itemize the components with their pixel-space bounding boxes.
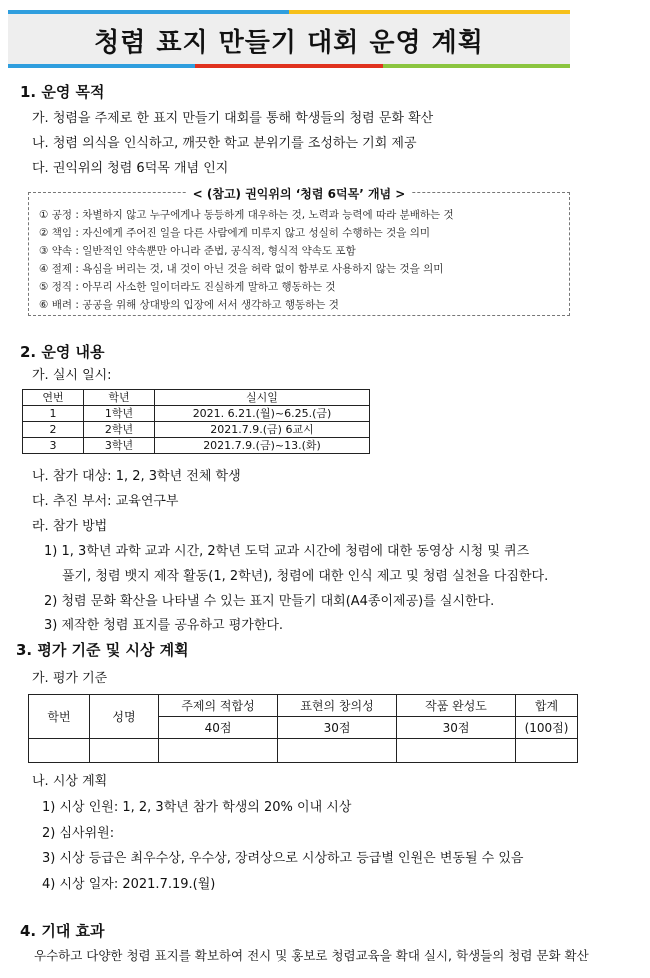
- section2-heading: 2. 운영 내용: [20, 343, 105, 361]
- purpose-item: 가. 청렴을 주제로 한 표지 만들기 대회를 통해 학생들의 청렴 문화 확산: [32, 111, 434, 126]
- table-cell: 3: [23, 438, 84, 454]
- expected-effect-text: 우수하고 다양한 청렴 표지를 확보하여 전시 및 홍보로 청렴교육을 확대 실시, 학생들의 청렴 문화 확산: [34, 948, 589, 963]
- method-item: 1) 1, 3학년 과학 교과 시간, 2학년 도덕 교과 시간에 청렴에 대한 동영상 시청 및 퀴즈: [44, 544, 530, 559]
- table-cell: 2021.7.9.(금)~13.(화): [155, 438, 370, 454]
- table-header-cell: 작품 완성도: [397, 695, 516, 717]
- section4-heading: 4. 기대 효과: [20, 922, 105, 940]
- table-row: [23, 438, 370, 454]
- page-title: 청렴 표지 만들기 대회 운영 계획: [94, 28, 484, 58]
- table-header-row: [23, 390, 370, 406]
- criteria-label: 가. 평가 기준: [32, 671, 108, 686]
- table-header-cell: 합계: [516, 695, 578, 717]
- table-cell: 1학년: [84, 406, 155, 422]
- dept-text: 다. 추진 부서: 교육연구부: [32, 494, 179, 509]
- table-cell: 1: [23, 406, 84, 422]
- virtue-line: ② 책임 : 자신에게 주어진 일을 다른 사람에게 미루지 않고 성실히 수행하는 것을 의미: [39, 227, 431, 239]
- method-item: 2) 청렴 문화 확산을 나타낼 수 있는 표지 만들기 대회(A4종이제공)를 실시한다.: [44, 594, 495, 609]
- table-header-row: [29, 695, 578, 717]
- title-top-stripe: [8, 10, 570, 14]
- virtue-line: ③ 약속 : 일반적인 약속뿐만 아니라 준법, 공식적, 형식적 약속도 포함: [39, 245, 356, 257]
- table-header-cell: (100점): [516, 717, 578, 739]
- table-header-cell: 실시일: [155, 390, 370, 406]
- table-cell: 3학년: [84, 438, 155, 454]
- reference-box: [28, 187, 570, 316]
- reference-title: < (참고) 권익위의 ‘청렴 6덕목’ 개념 >: [29, 183, 569, 202]
- purpose-item: 나. 청렴 의식을 인식하고, 깨끗한 학교 분위기를 조성하는 기회 제공: [32, 136, 417, 151]
- table-header-cell: 학번: [29, 695, 90, 739]
- table-cell: [29, 739, 90, 763]
- award-item: 3) 시상 등급은 최우수상, 우수상, 장려상으로 시상하고 등급별 인원은 변동될 수 있음: [42, 851, 524, 866]
- table-header-cell: 표현의 창의성: [278, 695, 397, 717]
- table-cell: 2학년: [84, 422, 155, 438]
- virtue-line: ① 공정 : 차별하지 않고 누구에게나 동등하게 대우하는 것, 노력과 능력에 따라 분배하는 것: [39, 209, 454, 221]
- section1-heading: 1. 운영 목적: [20, 83, 105, 101]
- table-cell: [516, 739, 578, 763]
- table-header-cell: 학년: [84, 390, 155, 406]
- table-cell: 2021. 6.21.(월)~6.25.(금): [155, 406, 370, 422]
- table-row: [23, 422, 370, 438]
- target-text: 나. 참가 대상: 1, 2, 3학년 전체 학생: [32, 469, 241, 484]
- award-item: 4) 시상 일자: 2021.7.19.(월): [42, 877, 216, 892]
- title-banner: [8, 10, 570, 68]
- table-header-cell: 30점: [397, 717, 516, 739]
- table-cell: [397, 739, 516, 763]
- table-cell: 2: [23, 422, 84, 438]
- schedule-table: [22, 389, 370, 454]
- table-header-cell: 주제의 적합성: [159, 695, 278, 717]
- method-label: 라. 참가 방법: [32, 519, 108, 534]
- table-cell: [278, 739, 397, 763]
- table-header-cell: 40점: [159, 717, 278, 739]
- table-row: [23, 406, 370, 422]
- virtue-line: ④ 절제 : 욕심을 버리는 것, 내 것이 아닌 것을 허락 없이 함부로 사용하지 않는 것을 의미: [39, 263, 444, 275]
- title-bottom-stripe: [8, 64, 570, 68]
- table-header-cell: 연번: [23, 390, 84, 406]
- evaluation-table: [28, 694, 578, 763]
- method-item: 3) 제작한 청렴 표지를 공유하고 평가한다.: [44, 618, 284, 633]
- table-cell: [90, 739, 159, 763]
- section3-heading: 3. 평가 기준 및 시상 계획: [16, 641, 189, 659]
- virtue-line: ⑤ 정직 : 아무리 사소한 일이더라도 진실하게 말하고 행동하는 것: [39, 281, 336, 293]
- method-item: 풀기, 청렴 뱃지 제작 활동(1, 2학년), 청렴에 대한 인식 제고 및 청렴 실천을 다짐한다.: [62, 569, 549, 584]
- table-cell: 2021.7.9.(금) 6교시: [155, 422, 370, 438]
- table-cell: [159, 739, 278, 763]
- date-label: 가. 실시 일시:: [32, 368, 112, 383]
- virtue-line: ⑥ 배려 : 공공을 위해 상대방의 입장에 서서 생각하고 행동하는 것: [39, 299, 339, 311]
- award-label: 나. 시상 계획: [32, 774, 108, 789]
- purpose-item: 다. 권익위의 청렴 6덕목 개념 인지: [32, 161, 229, 176]
- award-item: 1) 시상 인원: 1, 2, 3학년 참가 학생의 20% 이내 시상: [42, 800, 352, 815]
- table-row: [29, 739, 578, 763]
- award-item: 2) 심사위원:: [42, 826, 115, 841]
- table-header-cell: 30점: [278, 717, 397, 739]
- table-header-cell: 성명: [90, 695, 159, 739]
